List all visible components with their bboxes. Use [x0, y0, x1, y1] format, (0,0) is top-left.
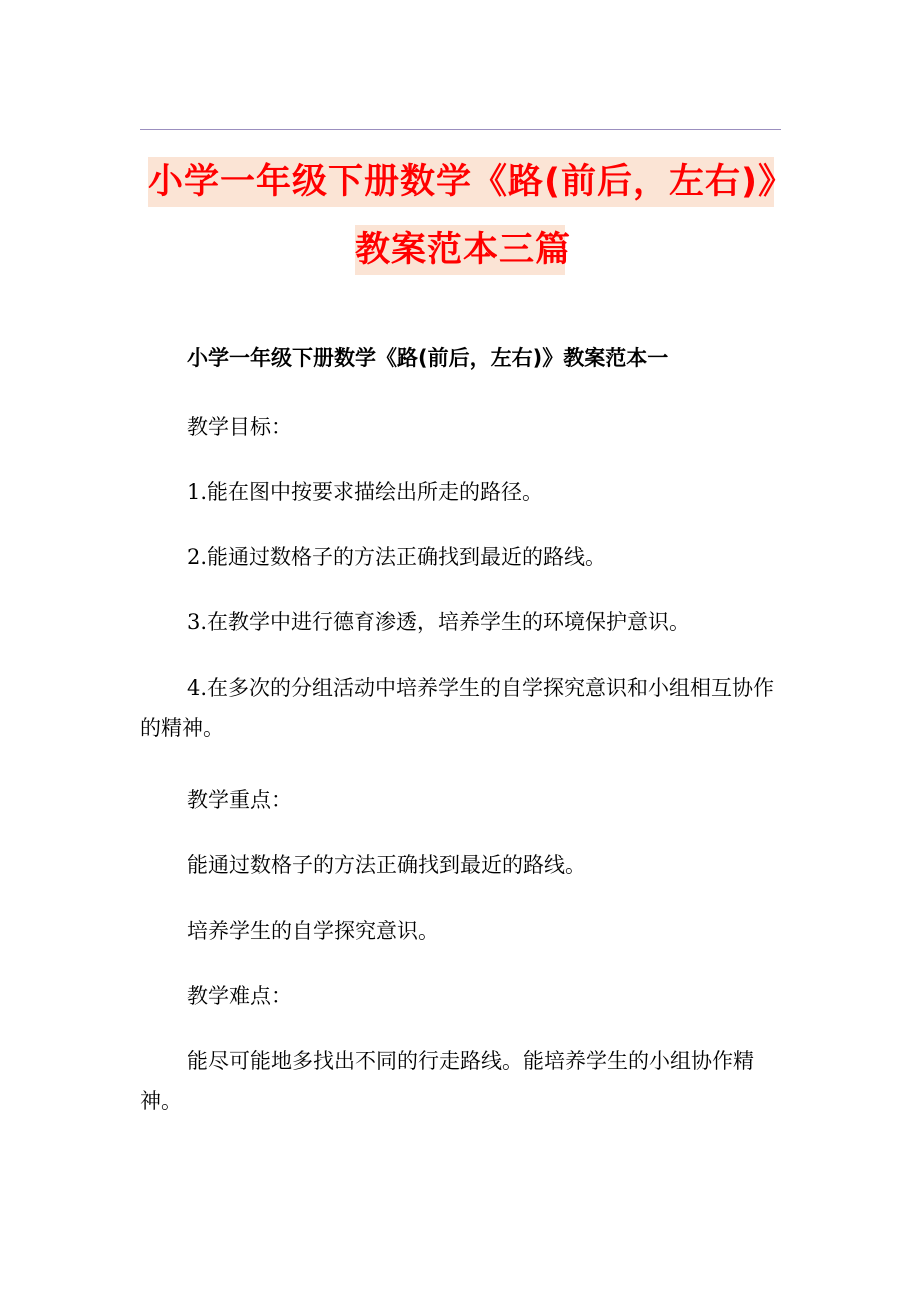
document-title-line-1: 小学一年级下册数学《路(前后，左右)》	[148, 157, 774, 207]
paragraph-goal-4: 4.在多次的分组活动中培养学生的自学探究意识和小组相互协作的精神。	[140, 676, 775, 740]
paragraph-key-points-label: 教学重点：	[187, 788, 292, 812]
paragraph-difficulties-label: 教学难点：	[187, 984, 292, 1008]
section-heading: 小学一年级下册数学《路(前后，左右)》教案范本一	[187, 346, 669, 370]
document-title-line-2: 教案范本三篇	[355, 225, 565, 275]
paragraph-key-point-1: 能通过数格子的方法正确找到最近的路线。	[187, 853, 586, 877]
paragraph-difficulty-1: 能尽可能地多找出不同的行走路线。能培养学生的小组协作精神。	[140, 1049, 754, 1113]
paragraph-goal-3: 3.在教学中进行德育渗透，培养学生的环境保护意识。	[187, 610, 691, 634]
header-divider	[140, 129, 781, 130]
paragraph-teaching-goals-label: 教学目标：	[187, 415, 292, 439]
paragraph-key-point-2: 培养学生的自学探究意识。	[187, 919, 439, 943]
paragraph-goal-2: 2.能通过数格子的方法正确找到最近的路线。	[187, 545, 607, 569]
paragraph-goal-1: 1.能在图中按要求描绘出所走的路径。	[187, 480, 544, 504]
